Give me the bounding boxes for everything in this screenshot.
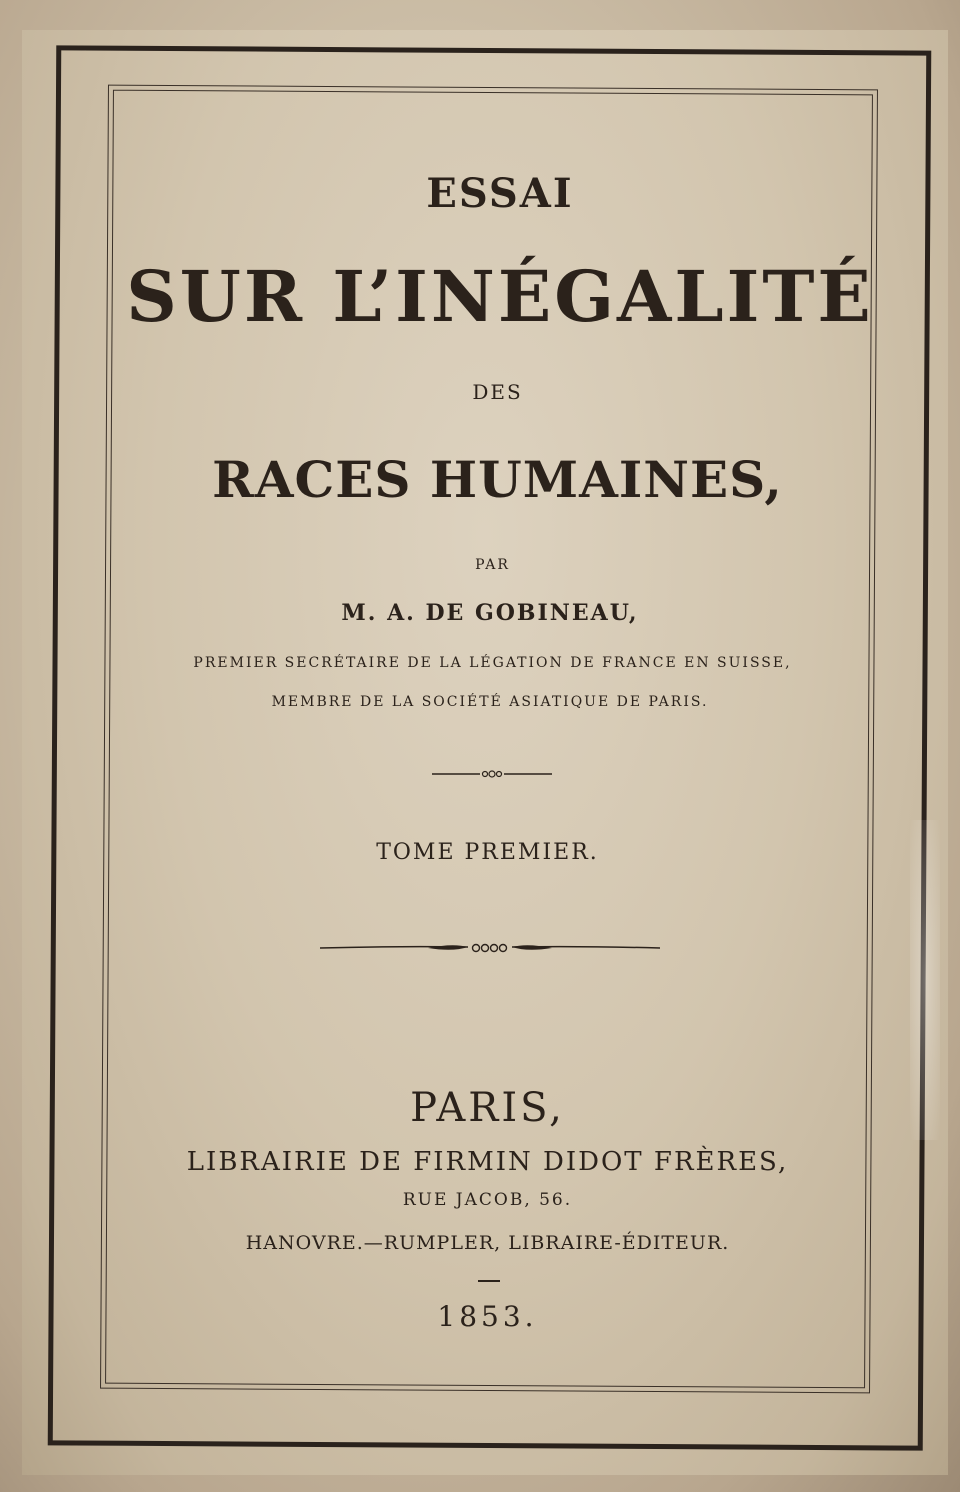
by-line: PAR	[475, 557, 510, 573]
large-ornament-divider	[318, 938, 662, 958]
author-name: M. A. DE GOBINEAU,	[341, 600, 639, 626]
imprint-city: PARIS,	[410, 1085, 565, 1131]
title-races-humaines: RACES HUMAINES,	[212, 450, 783, 509]
author-title-member: MEMBRE DE LA SOCIÉTÉ ASIATIQUE DE PARIS.	[271, 694, 709, 710]
title-sur-linegalite: SUR L’INÉGALITÉ	[126, 255, 874, 338]
small-ornament-divider	[430, 766, 554, 782]
publication-year: 1853.	[437, 1300, 538, 1333]
short-rule	[478, 1280, 500, 1282]
publisher-name: LIBRAIRIE DE FIRMIN DIDOT FRÈRES,	[186, 1147, 789, 1177]
co-publisher: HANOVRE.—RUMPLER, LIBRAIRE-ÉDITEUR.	[245, 1232, 730, 1254]
author-title-secretary: PREMIER SECRÉTAIRE DE LA LÉGATION DE FRANCE EN SUISSE,	[193, 655, 792, 671]
title-page	[22, 30, 948, 1475]
title-essai: ESSAI	[426, 170, 574, 217]
title-des: DES	[472, 380, 523, 404]
volume-label: TOME PREMIER.	[376, 840, 599, 865]
publisher-address: RUE JACOB, 56.	[402, 1190, 573, 1210]
light-glare	[910, 820, 940, 1140]
